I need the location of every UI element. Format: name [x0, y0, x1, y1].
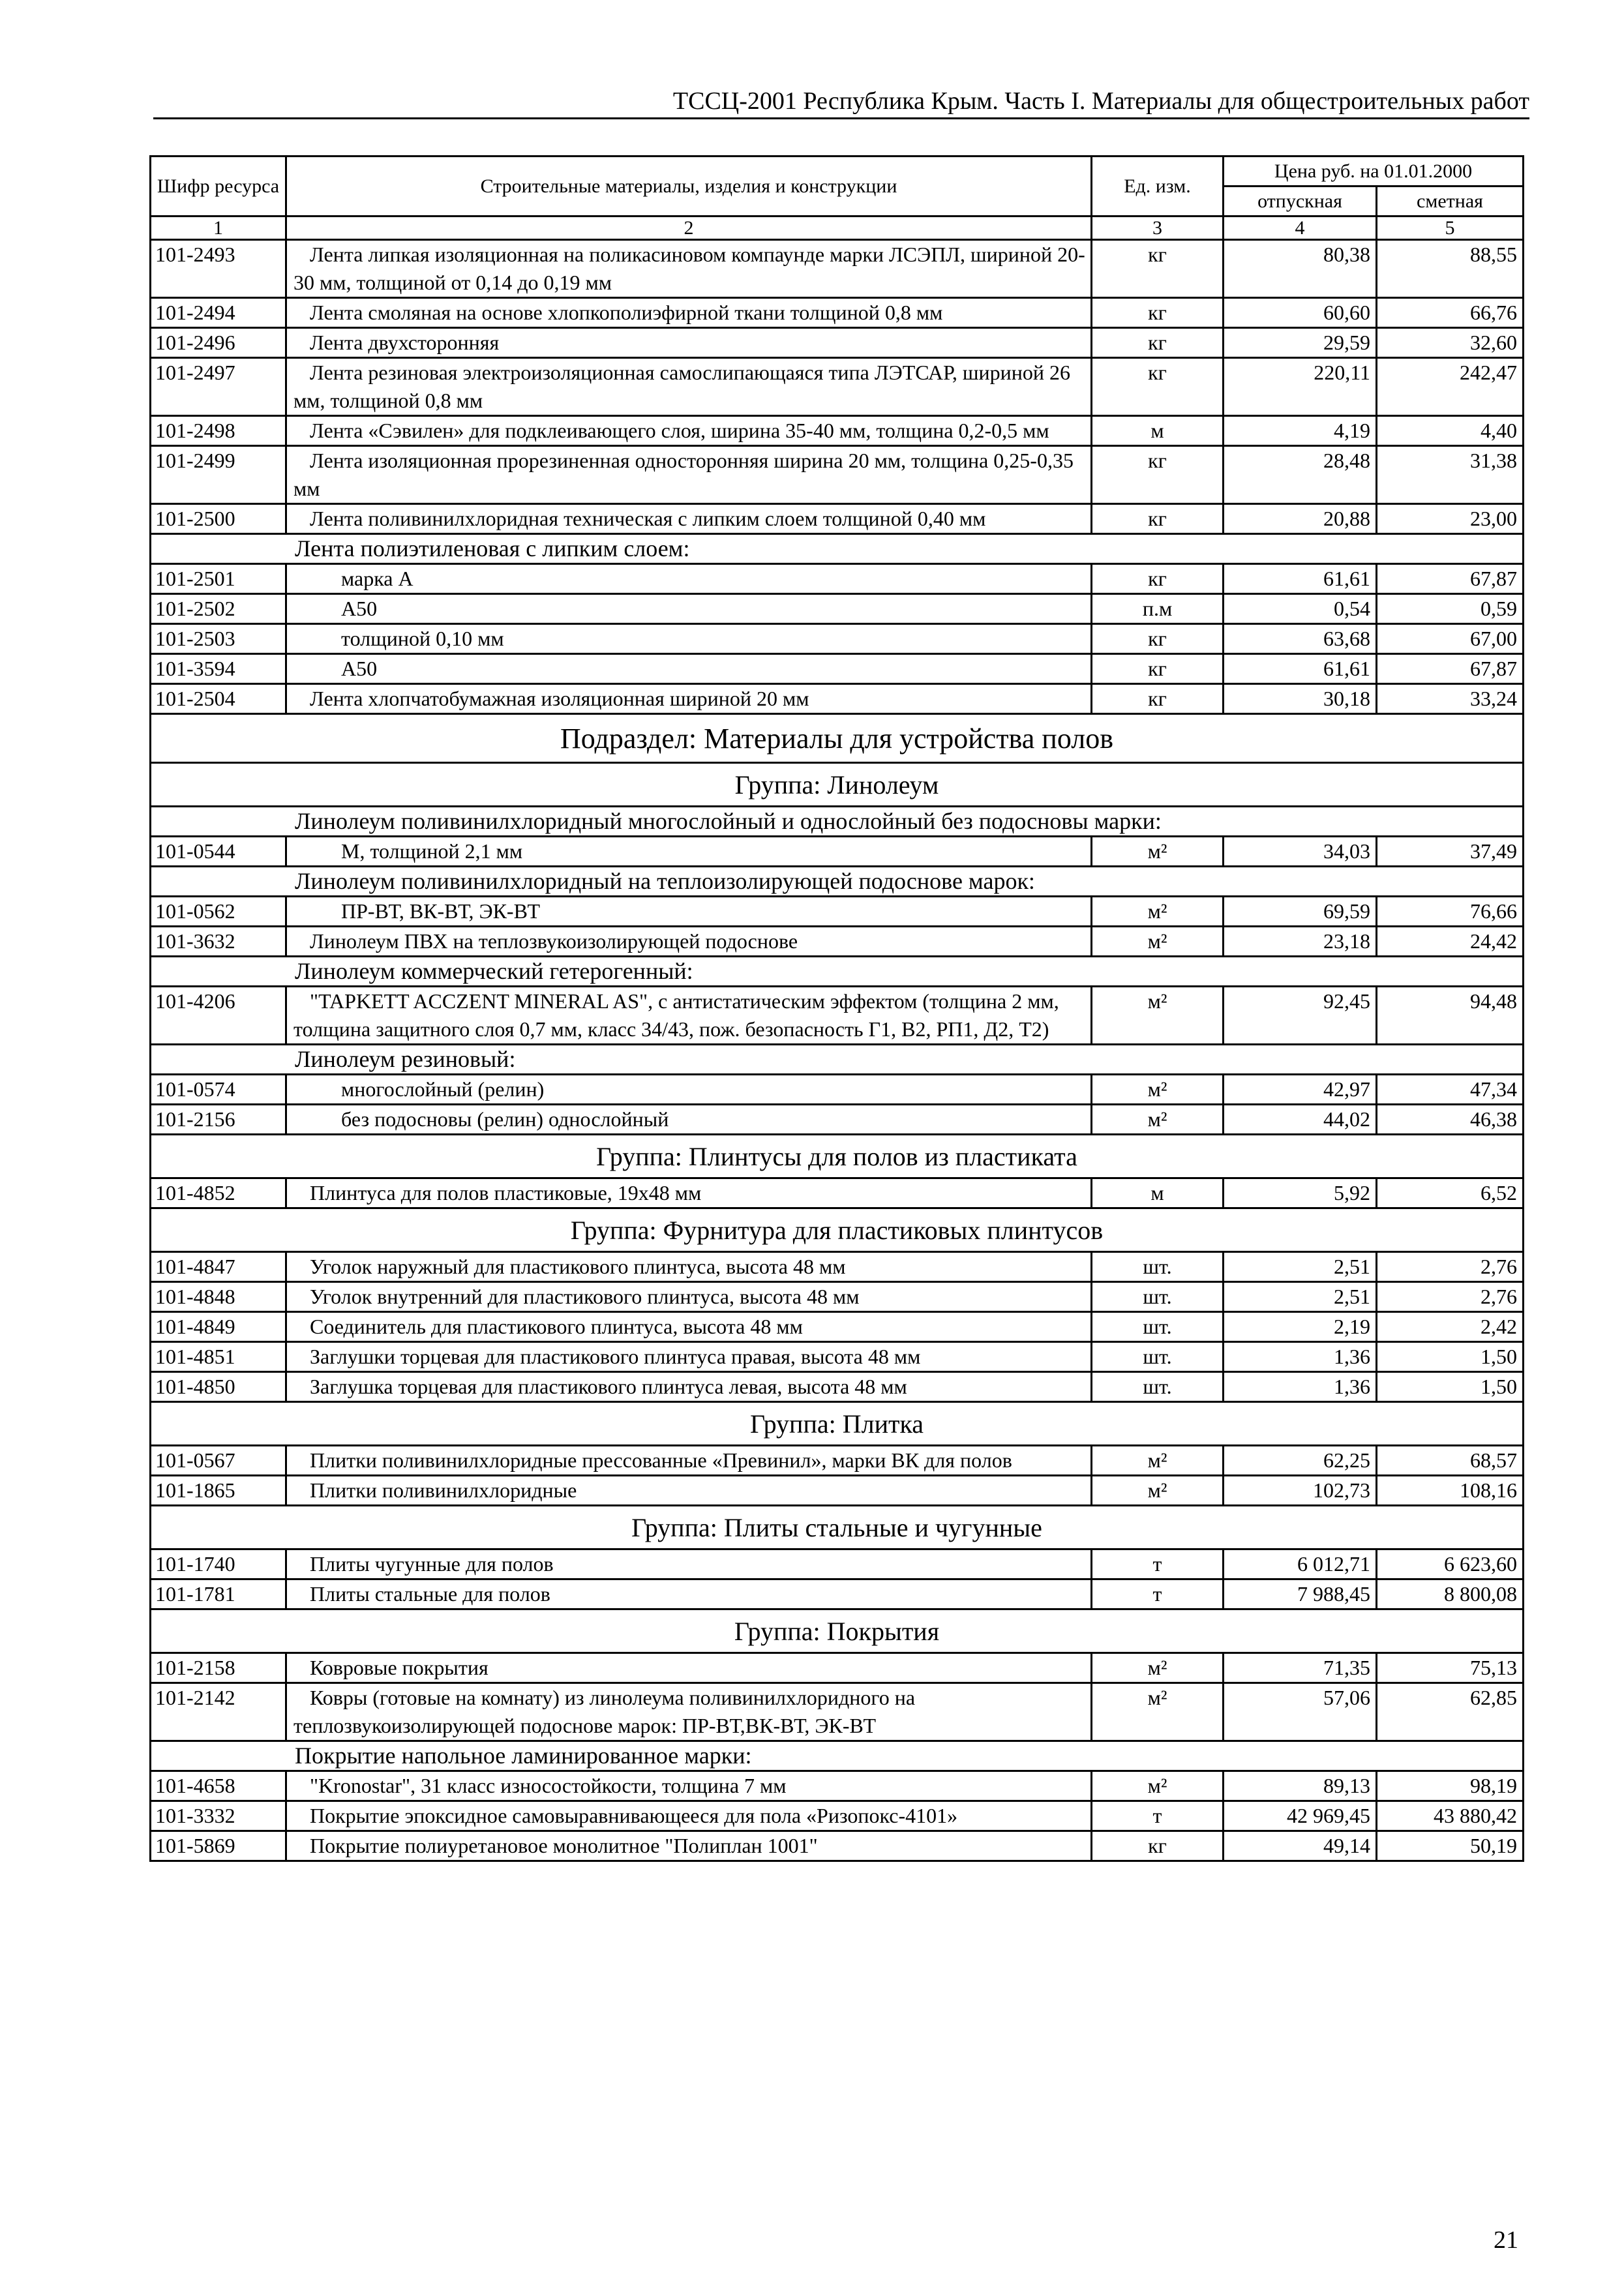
- resource-code: 101-4658: [151, 1771, 286, 1801]
- estimate-price: 1,50: [1377, 1372, 1524, 1402]
- estimate-price: 66,76: [1377, 298, 1524, 328]
- table-row: [151, 1683, 1524, 1741]
- unit: кг: [1092, 240, 1224, 298]
- resource-code: 101-3594: [151, 654, 286, 684]
- unit: шт.: [1092, 1252, 1224, 1282]
- release-price: 20,88: [1224, 504, 1377, 534]
- group-heading: Группа: Плитка: [151, 1402, 1524, 1446]
- unit: кг: [1092, 504, 1224, 534]
- table-row: [151, 837, 1524, 867]
- material-name: толщиной 0,10 мм: [341, 627, 504, 650]
- estimate-price: 2,76: [1377, 1282, 1524, 1312]
- resource-code: 101-2499: [151, 446, 286, 504]
- table-row: [151, 1446, 1524, 1476]
- table-row: [151, 1801, 1524, 1831]
- material-name-cell: [286, 564, 1092, 594]
- unit: м²: [1092, 897, 1224, 927]
- table-row: [151, 1282, 1524, 1312]
- release-price: 92,45: [1224, 987, 1377, 1045]
- resource-code: 101-4848: [151, 1282, 286, 1312]
- material-name-cell: [286, 446, 1092, 504]
- section-heading-row: [151, 714, 1524, 763]
- material-name: Лента изоляционная прорезиненная односторонняя ширина 20 мм, толщина 0,25-0,35 мм: [293, 449, 1074, 500]
- unit: м²: [1092, 927, 1224, 957]
- release-price: 57,06: [1224, 1683, 1377, 1741]
- group-heading-row: [151, 1208, 1524, 1252]
- table-row: [151, 328, 1524, 358]
- unit: м²: [1092, 837, 1224, 867]
- estimate-price: 46,38: [1377, 1105, 1524, 1135]
- resource-code: 101-2493: [151, 240, 286, 298]
- resource-code: 101-0574: [151, 1075, 286, 1105]
- table-row: [151, 504, 1524, 534]
- material-name-cell: [286, 624, 1092, 654]
- material-name-cell: [286, 897, 1092, 927]
- subgroup-title-row: [151, 807, 1524, 837]
- header-name: Строительные материалы, изделия и конструкции: [286, 157, 1092, 217]
- column-numbers-row: [151, 217, 1524, 240]
- unit: м²: [1092, 1075, 1224, 1105]
- table-row: [151, 624, 1524, 654]
- material-name: Лента смоляная на основе хлопкополиэфирной ткани толщиной 0,8 мм: [310, 301, 943, 324]
- table-row: [151, 298, 1524, 328]
- release-price: 1,36: [1224, 1342, 1377, 1372]
- estimate-price: 1,50: [1377, 1342, 1524, 1372]
- unit: шт.: [1092, 1372, 1224, 1402]
- subgroup-title: Покрытие напольное ламинированное марки:: [151, 1741, 1524, 1771]
- material-name: А50: [341, 597, 378, 620]
- material-name-cell: [286, 837, 1092, 867]
- unit: т: [1092, 1579, 1224, 1609]
- unit: м²: [1092, 1653, 1224, 1683]
- estimate-price: 47,34: [1377, 1075, 1524, 1105]
- table-row: [151, 1653, 1524, 1683]
- material-name-cell: [286, 1252, 1092, 1282]
- material-name: Покрытие полиуретановое монолитное "Полиплан 1001": [310, 1834, 818, 1857]
- material-name: Заглушка торцевая для пластикового плинтуса левая, высота 48 мм: [310, 1375, 907, 1398]
- table-row: [151, 654, 1524, 684]
- material-name-cell: [286, 1282, 1092, 1312]
- material-name-cell: [286, 1771, 1092, 1801]
- release-price: 23,18: [1224, 927, 1377, 957]
- materials-price-table: [149, 155, 1524, 1862]
- column-number: 2: [286, 217, 1092, 240]
- table-row: [151, 1579, 1524, 1609]
- table-row: [151, 927, 1524, 957]
- release-price: 4,19: [1224, 416, 1377, 446]
- unit: шт.: [1092, 1282, 1224, 1312]
- estimate-price: 50,19: [1377, 1831, 1524, 1861]
- resource-code: 101-4849: [151, 1312, 286, 1342]
- estimate-price: 8 800,08: [1377, 1579, 1524, 1609]
- estimate-price: 23,00: [1377, 504, 1524, 534]
- material-name: многослойный (релин): [341, 1077, 545, 1101]
- unit: кг: [1092, 328, 1224, 358]
- table-row: [151, 446, 1524, 504]
- table-row: [151, 684, 1524, 714]
- material-name: Ковровые покрытия: [310, 1656, 489, 1679]
- material-name: Плинтуса для полов пластиковые, 19х48 мм: [310, 1181, 702, 1204]
- resource-code: 101-2500: [151, 504, 286, 534]
- resource-code: 101-2503: [151, 624, 286, 654]
- group-heading: Группа: Покрытия: [151, 1609, 1524, 1653]
- subgroup-title: Линолеум поливинилхлоридный многослойный и однослойный без подосновы марки:: [151, 807, 1524, 837]
- estimate-price: 108,16: [1377, 1476, 1524, 1506]
- unit: шт.: [1092, 1342, 1224, 1372]
- estimate-price: 67,00: [1377, 624, 1524, 654]
- column-number: 5: [1377, 217, 1524, 240]
- material-name: "Kronostar", 31 класс износостойкости, толщина 7 мм: [310, 1774, 787, 1797]
- material-name-cell: [286, 1831, 1092, 1861]
- release-price: 102,73: [1224, 1476, 1377, 1506]
- resource-code: 101-2156: [151, 1105, 286, 1135]
- resource-code: 101-0567: [151, 1446, 286, 1476]
- release-price: 61,61: [1224, 564, 1377, 594]
- release-price: 49,14: [1224, 1831, 1377, 1861]
- page-number: 21: [1494, 2226, 1518, 2254]
- column-number: 3: [1092, 217, 1224, 240]
- subgroup-title: Линолеум поливинилхлоридный на теплоизолирующей подоснове марок:: [151, 867, 1524, 897]
- group-heading-row: [151, 763, 1524, 807]
- resource-code: 101-4852: [151, 1178, 286, 1208]
- release-price: 30,18: [1224, 684, 1377, 714]
- material-name-cell: [286, 328, 1092, 358]
- material-name-cell: [286, 1105, 1092, 1135]
- release-price: 5,92: [1224, 1178, 1377, 1208]
- material-name-cell: [286, 1312, 1092, 1342]
- release-price: 7 988,45: [1224, 1579, 1377, 1609]
- material-name: Покрытие эпоксидное самовыравнивающееся для пола «Ризопокс-4101»: [310, 1804, 958, 1827]
- table-row: [151, 1075, 1524, 1105]
- material-name: без подосновы (релин) однослойный: [341, 1107, 669, 1131]
- unit: кг: [1092, 684, 1224, 714]
- resource-code: 101-4851: [151, 1342, 286, 1372]
- release-price: 28,48: [1224, 446, 1377, 504]
- unit: м²: [1092, 1105, 1224, 1135]
- resource-code: 101-2502: [151, 594, 286, 624]
- material-name-cell: [286, 1446, 1092, 1476]
- estimate-price: 94,48: [1377, 987, 1524, 1045]
- release-price: 63,68: [1224, 624, 1377, 654]
- table-row: [151, 1476, 1524, 1506]
- table-row: [151, 564, 1524, 594]
- material-name-cell: [286, 1342, 1092, 1372]
- header-rule: [153, 117, 1529, 119]
- release-price: 0,54: [1224, 594, 1377, 624]
- column-number: 4: [1224, 217, 1377, 240]
- unit: м²: [1092, 1771, 1224, 1801]
- release-price: 42,97: [1224, 1075, 1377, 1105]
- resource-code: 101-0544: [151, 837, 286, 867]
- estimate-price: 88,55: [1377, 240, 1524, 298]
- group-heading-row: [151, 1609, 1524, 1653]
- resource-code: 101-2158: [151, 1653, 286, 1683]
- release-price: 62,25: [1224, 1446, 1377, 1476]
- table-row: [151, 987, 1524, 1045]
- resource-code: 101-1781: [151, 1579, 286, 1609]
- material-name: Заглушки торцевая для пластикового плинтуса правая, высота 48 мм: [310, 1345, 921, 1368]
- release-price: 80,38: [1224, 240, 1377, 298]
- material-name: Лента поливинилхлоридная техническая с липким слоем толщиной 0,40 мм: [310, 507, 986, 530]
- resource-code: 101-3332: [151, 1801, 286, 1831]
- resource-code: 101-4847: [151, 1252, 286, 1282]
- subgroup-title: Линолеум коммерческий гетерогенный:: [151, 957, 1524, 987]
- estimate-price: 37,49: [1377, 837, 1524, 867]
- resource-code: 101-4850: [151, 1372, 286, 1402]
- unit: м²: [1092, 1446, 1224, 1476]
- resource-code: 101-1740: [151, 1549, 286, 1579]
- material-name-cell: [286, 1579, 1092, 1609]
- estimate-price: 62,85: [1377, 1683, 1524, 1741]
- material-name: Лента липкая изоляционная на поликасиновом компаунде марки ЛСЭПЛ, шириной 20-30 мм, толщиной от 0,14 до 0,19 мм: [293, 243, 1085, 294]
- estimate-price: 2,42: [1377, 1312, 1524, 1342]
- material-name: Лента резиновая электроизоляционная самослипающаяся типа ЛЭТСАР, шириной 26 мм, толщиной 0,8 мм: [293, 361, 1071, 412]
- header-estimate-price: сметная: [1377, 187, 1524, 217]
- group-heading: Группа: Плиты стальные и чугунные: [151, 1506, 1524, 1549]
- header-release-price: отпускная: [1224, 187, 1377, 217]
- material-name: Линолеум ПВХ на теплозвукоизолирующей подоснове: [310, 929, 798, 953]
- material-name-cell: [286, 358, 1092, 416]
- material-name-cell: [286, 416, 1092, 446]
- subgroup-title: Линолеум резиновый:: [151, 1045, 1524, 1075]
- release-price: 60,60: [1224, 298, 1377, 328]
- estimate-price: 4,40: [1377, 416, 1524, 446]
- release-price: 2,19: [1224, 1312, 1377, 1342]
- resource-code: 101-2496: [151, 328, 286, 358]
- subgroup-title-row: [151, 1741, 1524, 1771]
- section-heading: Подраздел: Материалы для устройства полов: [151, 714, 1524, 763]
- material-name-cell: [286, 1801, 1092, 1831]
- estimate-price: 98,19: [1377, 1771, 1524, 1801]
- material-name-cell: [286, 594, 1092, 624]
- unit: кг: [1092, 298, 1224, 328]
- material-name-cell: [286, 240, 1092, 298]
- unit: кг: [1092, 654, 1224, 684]
- material-name: Плиты чугунные для полов: [310, 1552, 554, 1576]
- material-name-cell: [286, 1653, 1092, 1683]
- unit: п.м: [1092, 594, 1224, 624]
- estimate-price: 6,52: [1377, 1178, 1524, 1208]
- release-price: 61,61: [1224, 654, 1377, 684]
- material-name: Уголок внутренний для пластикового плинтуса, высота 48 мм: [310, 1285, 860, 1308]
- release-price: 29,59: [1224, 328, 1377, 358]
- resource-code: 101-1865: [151, 1476, 286, 1506]
- unit: м²: [1092, 1683, 1224, 1741]
- estimate-price: 43 880,42: [1377, 1801, 1524, 1831]
- resource-code: 101-2504: [151, 684, 286, 714]
- material-name: Плитки поливинилхлоридные прессованные «Превинил», марки ВК для полов: [310, 1448, 1012, 1472]
- table-row: [151, 1105, 1524, 1135]
- estimate-price: 6 623,60: [1377, 1549, 1524, 1579]
- table-row: [151, 1549, 1524, 1579]
- material-name: Соединитель для пластикового плинтуса, высота 48 мм: [310, 1315, 803, 1338]
- resource-code: 101-2494: [151, 298, 286, 328]
- material-name: марка А: [341, 567, 414, 590]
- unit: т: [1092, 1549, 1224, 1579]
- table-row: [151, 1771, 1524, 1801]
- release-price: 42 969,45: [1224, 1801, 1377, 1831]
- group-heading: Группа: Фурнитура для пластиковых плинтусов: [151, 1208, 1524, 1252]
- unit: кг: [1092, 564, 1224, 594]
- material-name-cell: [286, 504, 1092, 534]
- material-name-cell: [286, 1372, 1092, 1402]
- resource-code: 101-4206: [151, 987, 286, 1045]
- group-heading: Группа: Плинтусы для полов из пластиката: [151, 1135, 1524, 1178]
- subgroup-title-row: [151, 867, 1524, 897]
- material-name: Ковры (готовые на комнату) из линолеума поливинилхлоридного на теплозвукоизолирующей подоснове марок: ПР-ВТ,ВК-ВТ, ЭК-ВТ: [293, 1686, 916, 1737]
- table-row: [151, 1831, 1524, 1861]
- material-name: А50: [341, 657, 378, 680]
- header-unit: Ед. изм.: [1092, 157, 1224, 217]
- material-name: М, толщиной 2,1 мм: [341, 839, 523, 863]
- resource-code: 101-2497: [151, 358, 286, 416]
- group-heading-row: [151, 1506, 1524, 1549]
- material-name: Лента двухсторонняя: [310, 331, 500, 354]
- material-name: Уголок наружный для пластикового плинтуса, высота 48 мм: [310, 1255, 846, 1278]
- material-name-cell: [286, 1476, 1092, 1506]
- material-name: Лента хлопчатобумажная изоляционная шириной 20 мм: [310, 687, 809, 710]
- material-name-cell: [286, 1549, 1092, 1579]
- release-price: 71,35: [1224, 1653, 1377, 1683]
- material-name-cell: [286, 1075, 1092, 1105]
- group-heading: Группа: Линолеум: [151, 763, 1524, 807]
- column-number: 1: [151, 217, 286, 240]
- material-name-cell: [286, 298, 1092, 328]
- release-price: 44,02: [1224, 1105, 1377, 1135]
- release-price: 2,51: [1224, 1252, 1377, 1282]
- table-header: [151, 157, 1524, 240]
- release-price: 89,13: [1224, 1771, 1377, 1801]
- page-header-title: ТССЦ-2001 Республика Крым. Часть I. Материалы для общестроительных работ: [672, 87, 1529, 115]
- header-price: Цена руб. на 01.01.2000: [1224, 157, 1524, 187]
- estimate-price: 76,66: [1377, 897, 1524, 927]
- header-code: Шифр ресурса: [151, 157, 286, 217]
- release-price: 6 012,71: [1224, 1549, 1377, 1579]
- material-name: Лента «Сэвилен» для подклеивающего слоя, ширина 35-40 мм, толщина 0,2-0,5 мм: [310, 419, 1049, 442]
- estimate-price: 24,42: [1377, 927, 1524, 957]
- release-price: 2,51: [1224, 1282, 1377, 1312]
- unit: т: [1092, 1801, 1224, 1831]
- estimate-price: 32,60: [1377, 328, 1524, 358]
- release-price: 220,11: [1224, 358, 1377, 416]
- estimate-price: 0,59: [1377, 594, 1524, 624]
- table-body: [151, 240, 1524, 1861]
- table-row: [151, 240, 1524, 298]
- estimate-price: 242,47: [1377, 358, 1524, 416]
- group-heading-row: [151, 1135, 1524, 1178]
- resource-code: 101-2142: [151, 1683, 286, 1741]
- unit: м²: [1092, 987, 1224, 1045]
- table-row: [151, 416, 1524, 446]
- material-name: "TAPKETT ACCZENT MINERAL AS", с антистатическим эффектом (толщина 2 мм, толщина защитного слоя 0,7 мм, класс 34/43, пож. безопасность Г1, В2, РП1, Д2, Т2): [293, 989, 1059, 1041]
- table-row: [151, 1312, 1524, 1342]
- estimate-price: 2,76: [1377, 1252, 1524, 1282]
- subgroup-title-row: [151, 534, 1524, 564]
- material-name-cell: [286, 1178, 1092, 1208]
- unit: м: [1092, 1178, 1224, 1208]
- resource-code: 101-3632: [151, 927, 286, 957]
- subgroup-title-row: [151, 957, 1524, 987]
- unit: кг: [1092, 446, 1224, 504]
- release-price: 69,59: [1224, 897, 1377, 927]
- material-name: Плиты стальные для полов: [310, 1582, 550, 1606]
- estimate-price: 67,87: [1377, 654, 1524, 684]
- unit: м: [1092, 416, 1224, 446]
- group-heading-row: [151, 1402, 1524, 1446]
- unit: кг: [1092, 358, 1224, 416]
- material-name-cell: [286, 654, 1092, 684]
- resource-code: 101-2501: [151, 564, 286, 594]
- resource-code: 101-0562: [151, 897, 286, 927]
- release-price: 1,36: [1224, 1372, 1377, 1402]
- table-row: [151, 1342, 1524, 1372]
- estimate-price: 68,57: [1377, 1446, 1524, 1476]
- material-name-cell: [286, 927, 1092, 957]
- estimate-price: 33,24: [1377, 684, 1524, 714]
- table-row: [151, 358, 1524, 416]
- material-name-cell: [286, 1683, 1092, 1741]
- subgroup-title: Лента полиэтиленовая с липким слоем:: [151, 534, 1524, 564]
- resource-code: 101-2498: [151, 416, 286, 446]
- unit: шт.: [1092, 1312, 1224, 1342]
- unit: м²: [1092, 1476, 1224, 1506]
- unit: кг: [1092, 624, 1224, 654]
- subgroup-title-row: [151, 1045, 1524, 1075]
- estimate-price: 75,13: [1377, 1653, 1524, 1683]
- table-row: [151, 1178, 1524, 1208]
- material-name: Плитки поливинилхлоридные: [310, 1478, 577, 1502]
- table-row: [151, 594, 1524, 624]
- resource-code: 101-5869: [151, 1831, 286, 1861]
- estimate-price: 31,38: [1377, 446, 1524, 504]
- material-name: ПР-ВТ, ВК-ВТ, ЭК-ВТ: [341, 899, 541, 923]
- material-name-cell: [286, 684, 1092, 714]
- release-price: 34,03: [1224, 837, 1377, 867]
- table-row: [151, 897, 1524, 927]
- material-name-cell: [286, 987, 1092, 1045]
- unit: кг: [1092, 1831, 1224, 1861]
- table-row: [151, 1252, 1524, 1282]
- table-row: [151, 1372, 1524, 1402]
- estimate-price: 67,87: [1377, 564, 1524, 594]
